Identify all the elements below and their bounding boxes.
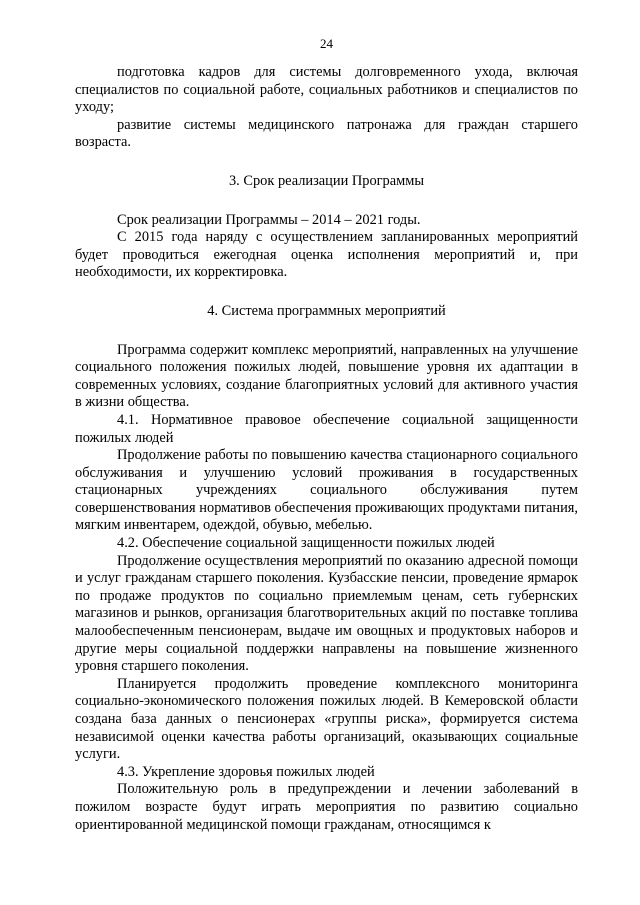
document-page: [75, 35, 578, 834]
paragraph-annual-evaluation: С 2015 года наряду с осуществлением запланированных мероприятий будет проводиться ежегодная оценка исполнения мероприятий и, при необходимости, их корректировка.: [75, 229, 578, 281]
paragraph-term: Срок реализации Программы – 2014 – 2021 годы.: [117, 211, 421, 228]
paragraph-health-prevention: Положительную роль в предупреждении и лечении заболеваний в пожилом возрасте будут играть мероприятия по развитию социально ориентированной медицинской помощи гражданам, относящимся к: [75, 781, 578, 833]
section-heading-measures: 4. Система программных мероприятий: [207, 302, 446, 319]
subsection-heading-4-1: 4.1. Нормативное правовое обеспечение социальной защищенности пожилых людей: [75, 411, 578, 446]
section-heading-term: 3. Срок реализации Программы: [228, 172, 425, 189]
paragraph-patronage: развитие системы медицинского патронажа для граждан старшего возраста.: [75, 116, 578, 151]
paragraph-program-contents: Программа содержит комплекс мероприятий, направленных на улучшение социального положения пожилых людей, повышение уровня их адаптации в современных условиях, создание благоприятных условий для активного участия в жизни общества.: [75, 341, 578, 411]
paragraph-targeted-assistance: Продолжение осуществления мероприятий по оказанию адресной помощи и услуг гражданам старшего поколения. Кузбасские пенсии, проведение ярмарок по продаже продуктов по социально приемлемым ценам, сеть губернских магазинов и рынков, организация благотворительных акций по поставке топлива малообеспеченным пенсионерам, выдаче им овощных и продуктовых наборов и другие меры социальной поддержки направлены на повышение жизненного уровня старшего поколения.: [75, 552, 578, 675]
paragraph-stationary-service: Продолжение работы по повышению качества стационарного социального обслуживания и улучшению условий проживания в государственных стационарных учреждениях социального обслуживания путем совершенствования нормативов обеспечения проживающих продуктами питания, мягким инвентарем, одеждой, обувью, мебелью.: [75, 447, 578, 534]
subsection-heading-4-3: 4.3. Укрепление здоровья пожилых людей: [117, 763, 375, 780]
paragraph-training: подготовка кадров для системы долговременного ухода, включая специалистов по социальной работе, социальных работников и специалистов по уходу;: [75, 64, 578, 116]
paragraph-monitoring: Планируется продолжить проведение комплексного мониторинга социально-экономического положения пожилых людей. В Кемеровской области создана база данных о пенсионерах «группы риска», формируется система независимой оценки качества работы организаций, оказывающих социальные услуги.: [75, 675, 578, 763]
subsection-heading-4-2: 4.2. Обеспечение социальной защищенности пожилых людей: [117, 535, 495, 552]
page-number: 24: [320, 36, 333, 51]
